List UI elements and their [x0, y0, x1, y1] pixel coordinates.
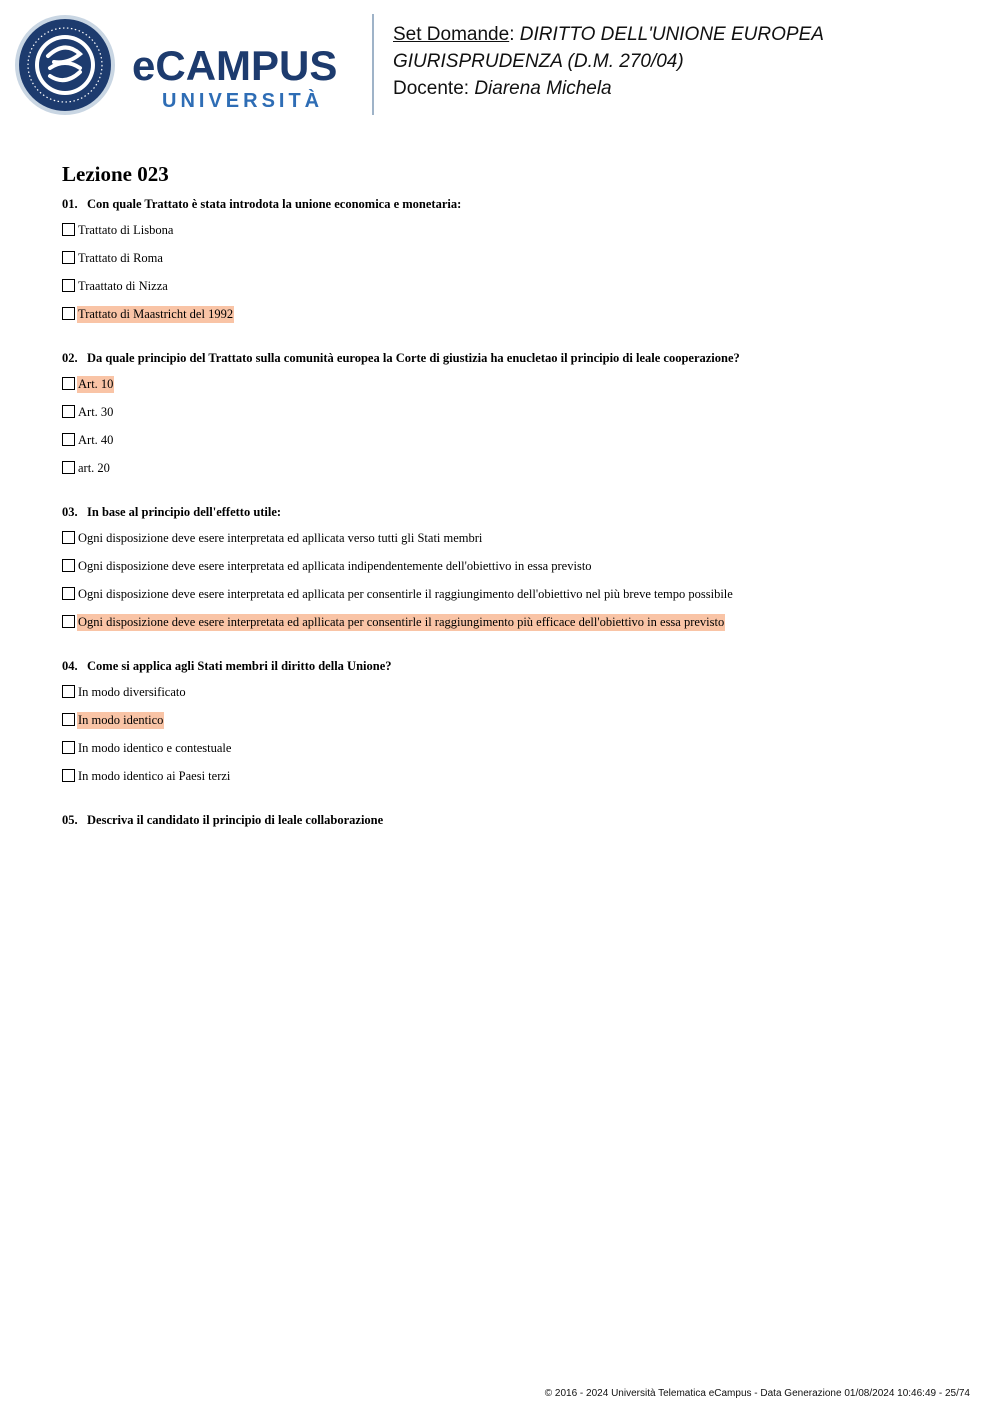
question-list [62, 196, 962, 829]
set-title-line2 [393, 48, 824, 75]
set-subtitle: GIURISPRUDENZA (D.M. 270/04) [393, 51, 684, 72]
ecampus-wordmark-logo [132, 42, 356, 112]
answer-checkbox[interactable] [62, 433, 75, 446]
answer-option [62, 740, 962, 768]
question-text: Da quale principio del Trattato sulla comunità europea la Corte di giustizia ha enucletao il principio di leale cooperazione? [87, 351, 740, 365]
answer-checkbox[interactable] [62, 685, 75, 698]
teacher-line [393, 75, 824, 102]
page-footer: © 2016 - 2024 Università Telematica eCampus - Data Generazione 01/08/2024 10:46:49 - 25/74 [544, 1388, 970, 1399]
teacher-name: Diarena Michela [474, 78, 612, 99]
question-title [62, 504, 962, 521]
answer-option [62, 768, 962, 796]
question-item [62, 812, 962, 829]
question-number: 03. [62, 505, 78, 519]
question-number: 02. [62, 351, 78, 365]
question-text: Con quale Trattato è stata introdota la unione economica e monetaria: [87, 197, 462, 211]
answer-option [62, 586, 962, 614]
set-title-line1: Set Domande: DIRITTO DELL'UNIONE EUROPEA [393, 24, 824, 45]
answer-text: Ogni disposizione deve esere interpretata ed apllicata per consentirle il raggiungimento dell'obiettivo nel più breve tempo possibile [78, 587, 733, 601]
question-text: In base al principio dell'effetto utile: [87, 505, 282, 519]
set-title: DIRITTO DELL'UNIONE EUROPEA [519, 24, 824, 45]
question-text: Come si applica agli Stati membri il diritto della Unione? [87, 659, 392, 673]
answer-text: Art. 40 [78, 433, 114, 447]
answer-checkbox[interactable] [62, 769, 75, 782]
answer-text: Art. 30 [78, 405, 114, 419]
answer-text: Trattato di Lisbona [78, 223, 174, 237]
teacher-label: Docente: [393, 78, 470, 99]
answer-option [62, 250, 962, 278]
answer-checkbox[interactable] [62, 279, 75, 292]
answer-checkbox[interactable] [62, 307, 75, 320]
answer-text: Ogni disposizione deve esere interpretata ed apllicata verso tutti gli Stati membri [78, 531, 483, 545]
answer-checkbox[interactable] [62, 741, 75, 754]
lesson-title: Lezione 023 [62, 162, 169, 186]
answer-option [62, 712, 962, 740]
answer-option [62, 530, 962, 558]
answer-option [62, 306, 962, 334]
question-title [62, 196, 962, 213]
answer-option [62, 404, 962, 432]
answer-option [62, 460, 962, 488]
answer-checkbox[interactable] [62, 559, 75, 572]
correct-answer-text: Ogni disposizione deve esere interpretata ed apllicata per consentirle il raggiungimento più efficace dell'obiettivo in essa previsto [78, 615, 725, 629]
answer-option [62, 376, 962, 404]
answer-checkbox[interactable] [62, 615, 75, 628]
answer-checkbox[interactable] [62, 251, 75, 264]
svg-text:eCAMPUS: eCAMPUS [132, 42, 338, 89]
answer-option [62, 278, 962, 306]
question-number: 05. [62, 813, 78, 827]
answer-text: Traattato di Nizza [78, 279, 168, 293]
answer-option [62, 558, 962, 586]
answer-checkbox[interactable] [62, 713, 75, 726]
question-item [62, 196, 962, 334]
ecampus-seal-logo [14, 14, 116, 116]
answer-text: In modo diversificato [78, 685, 186, 699]
question-title [62, 350, 962, 367]
set-info [393, 21, 824, 102]
answer-checkbox[interactable] [62, 377, 75, 390]
answer-text: art. 20 [78, 461, 110, 475]
answer-option [62, 432, 962, 460]
answer-option [62, 614, 962, 642]
set-label: Set Domande [393, 24, 510, 45]
answer-checkbox[interactable] [62, 587, 75, 600]
page-header [0, 0, 1000, 130]
answer-text: In modo identico e contestuale [78, 741, 232, 755]
question-title [62, 812, 962, 829]
answer-checkbox[interactable] [62, 461, 75, 474]
question-text: Descriva il candidato il principio di leale collaborazione [87, 813, 384, 827]
correct-answer-text: Art. 10 [78, 377, 114, 391]
svg-text:UNIVERSITÀ: UNIVERSITÀ [162, 90, 324, 112]
answer-text: Trattato di Roma [78, 251, 163, 265]
answer-text: In modo identico ai Paesi terzi [78, 769, 231, 783]
answer-checkbox[interactable] [62, 405, 75, 418]
answer-checkbox[interactable] [62, 531, 75, 544]
answer-option [62, 684, 962, 712]
question-title [62, 658, 962, 675]
question-item [62, 350, 962, 488]
answer-option [62, 222, 962, 250]
question-number: 01. [62, 197, 78, 211]
answer-checkbox[interactable] [62, 223, 75, 236]
question-item [62, 658, 962, 796]
question-item [62, 504, 962, 642]
quiz-content [62, 162, 962, 845]
answer-text: Ogni disposizione deve esere interpretata ed apllicata indipendentemente dell'obiettivo in essa previsto [78, 559, 592, 573]
correct-answer-text: In modo identico [78, 713, 164, 727]
question-number: 04. [62, 659, 78, 673]
header-divider [372, 14, 374, 115]
correct-answer-text: Trattato di Maastricht del 1992 [78, 307, 234, 321]
